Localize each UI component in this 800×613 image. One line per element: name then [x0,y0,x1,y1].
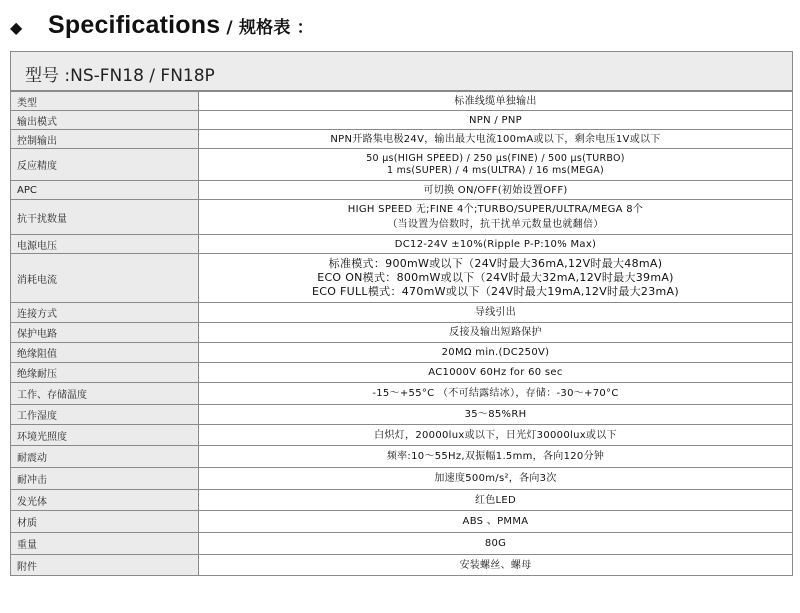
spec-row-current [11,254,793,303]
spec-value: DC12-24V ±10%(Ripple P-P:10% Max) [199,235,793,254]
diamond-bullet-icon: ◆ [10,18,23,37]
spec-value: AC1000V 60Hz for 60 sec [199,363,793,383]
spec-row-withstand-voltage [11,363,793,383]
spec-key: 耐冲击 [11,468,199,490]
spec-row-accessories [11,555,793,576]
spec-key: 保护电路 [11,323,199,343]
spec-key: 抗干扰数量 [11,200,199,235]
spec-row-humidity [11,405,793,425]
spec-row-weight [11,533,793,555]
title-english: Specifications [48,11,221,39]
spec-key: APC [11,181,199,200]
spec-row-material [11,511,793,533]
spec-key: 连接方式 [11,303,199,323]
spec-value: 导线引出 [199,303,793,323]
spec-key: 反应精度 [11,149,199,181]
spec-value: NPN开路集电极24V，输出最大电流100mA或以下，剩余电压1V或以下 [199,130,793,149]
spec-row-shock [11,468,793,490]
title-chinese: 规格表 ： [238,18,314,38]
title-separator: / [220,18,239,38]
page-title [48,10,314,40]
model-label: 型号 :NS-FN18 / FN18P [25,66,215,86]
spec-value: 50 µs(HIGH SPEED) / 250 µs(FINE) / 500 µs(TURBO) 1 ms(SUPER) / 4 ms(ULTRA) / 16 ms(MEGA) [199,149,793,181]
spec-key: 环境光照度 [11,425,199,446]
spec-value: 35～85%RH [199,405,793,425]
spec-row-response [11,149,793,181]
spec-key: 工作湿度 [11,405,199,425]
spec-value: 80G [199,533,793,555]
spec-key: 重量 [11,533,199,555]
spec-value: NPN / PNP [199,111,793,130]
spec-key: 控制输出 [11,130,199,149]
spec-key: 输出模式 [11,111,199,130]
spec-value: 20MΩ min.(DC250V) [199,343,793,363]
spec-key: 绝缘阻值 [11,343,199,363]
spec-key: 材质 [11,511,199,533]
spec-value: 加速度500m/s²，各向3次 [199,468,793,490]
spec-value: 频率:10～55Hz,双振幅1.5mm，各向120分钟 [199,446,793,468]
spec-row-type [11,92,793,111]
spec-row-output-mode [11,111,793,130]
spec-row-interference [11,200,793,235]
spec-row-vibration [11,446,793,468]
spec-row-protection [11,323,793,343]
spec-table [10,91,793,576]
spec-row-connection [11,303,793,323]
spec-row-ambient-light [11,425,793,446]
model-banner [10,51,793,91]
spec-value: ABS 、PMMA [199,511,793,533]
spec-value: -15～+55°C （不可结露结冰），存储：-30～+70°C [199,383,793,405]
spec-value: 标准模式：900mW或以下（24V时最大36mA,12V时最大48mA) ECO ON模式：800mW或以下（24V时最大32mA,12V时最大39mA) ECO FULL模式：470mW或以下（24V时最大19mA,12V时最大23mA) [199,254,793,303]
spec-key: 发光体 [11,490,199,511]
spec-value: 安装螺丝、螺母 [199,555,793,576]
spec-key: 电源电压 [11,235,199,254]
spec-value: 白炽灯，20000lux或以下，日光灯30000lux或以下 [199,425,793,446]
spec-key: 类型 [11,92,199,111]
spec-row-insulation-resistance [11,343,793,363]
spec-value: 标准线缆单独输出 [199,92,793,111]
spec-row-temperature [11,383,793,405]
spec-value: HIGH SPEED 无;FINE 4个;TURBO/SUPER/ULTRA/MEGA 8个 （当设置为倍数时，抗干扰单元数量也就翻倍） [199,200,793,235]
spec-value: 红色LED [199,490,793,511]
spec-row-control-output [11,130,793,149]
spec-key: 工作、存储温度 [11,383,199,405]
spec-value: 可切换 ON/OFF(初始设置OFF) [199,181,793,200]
spec-row-voltage [11,235,793,254]
spec-key: 附件 [11,555,199,576]
spec-key: 消耗电流 [11,254,199,303]
spec-row-apc [11,181,793,200]
page-header [0,0,800,50]
spec-row-light-source [11,490,793,511]
spec-key: 绝缘耐压 [11,363,199,383]
spec-value: 反接及输出短路保护 [199,323,793,343]
spec-key: 耐震动 [11,446,199,468]
